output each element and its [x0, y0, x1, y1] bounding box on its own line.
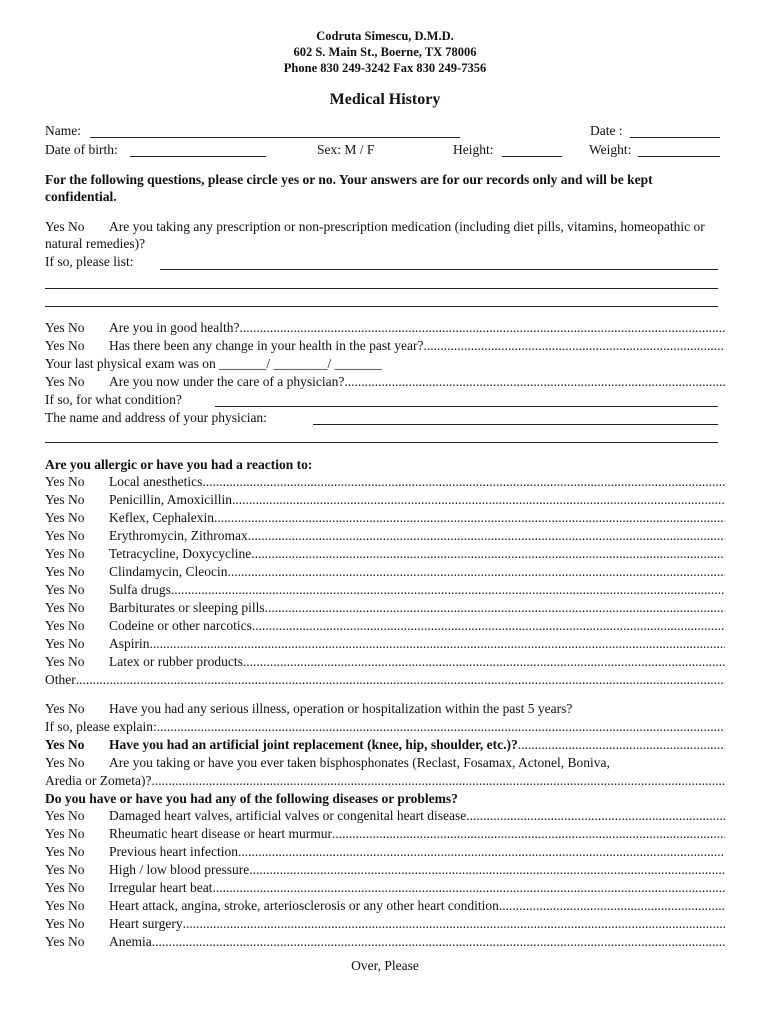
yes-no-choice[interactable]: Yes No: [45, 474, 85, 489]
diseases-heading: Do you have or have you had any of the following diseases or problems?: [45, 791, 458, 806]
allergy-row: Yes No Tetracycline, Doxycycline .....: [45, 546, 725, 562]
sex-field[interactable]: Sex: M / F: [317, 142, 375, 157]
name-field[interactable]: [90, 137, 460, 138]
bisphosphonates-row: Yes No Are you taking or have you ever taken bisphosphonates (Reclast, Fosamax, Actonel, Boniva,: [45, 755, 610, 770]
allergy-row: Yes No Latex or rubber products .....: [45, 654, 725, 670]
yes-no-choice[interactable]: Yes No: [45, 374, 85, 389]
yes-no-choice[interactable]: Yes No: [45, 737, 85, 752]
health-change-row: Yes No Has there been any change in your health in the past year? .....: [45, 338, 725, 354]
yes-no-choice[interactable]: Yes No: [45, 862, 85, 877]
dob-label: Date of birth:: [45, 142, 118, 157]
physician-label: The name and address of your physician:: [45, 410, 267, 425]
physician-field-line-2[interactable]: [45, 442, 718, 443]
yes-no-choice[interactable]: Yes No: [45, 510, 85, 525]
disease-row: Yes No Anemia .....: [45, 934, 725, 950]
bisphosphonates-row-cont: Aredia or Zometa)? .....: [45, 773, 725, 789]
disease-row: Yes No Previous heart infection .....: [45, 844, 725, 860]
yes-no-choice[interactable]: Yes No: [45, 320, 85, 335]
practice-address: 602 S. Main St., Boerne, TX 78006: [293, 45, 477, 59]
page-title: Medical History: [329, 91, 441, 108]
allergy-heading: Are you allergic or have you had a reaction to:: [45, 457, 313, 472]
disease-row: Yes No Rheumatic heart disease or heart murmur .....: [45, 826, 725, 842]
yes-no-choice[interactable]: Yes No: [45, 492, 85, 507]
yes-no-choice[interactable]: Yes No: [45, 844, 85, 859]
allergy-row: Yes No Erythromycin, Zithromax .....: [45, 528, 725, 544]
medication-list-line-3[interactable]: [45, 306, 718, 307]
practice-phone: Phone 830 249-3242 Fax 830 249-7356: [283, 61, 487, 75]
instructions: For the following questions, please circle yes or no. Your answers are for our records only and will be kept confidential.: [45, 172, 653, 204]
allergy-row: Yes No Clindamycin, Cleocin .....: [45, 564, 725, 580]
weight-field[interactable]: [638, 156, 720, 157]
date-field[interactable]: [630, 137, 720, 138]
footer-note: Over, Please: [351, 958, 419, 973]
name-label: Name:: [45, 123, 81, 138]
allergy-row: Yes No Penicillin, Amoxicillin .....: [45, 492, 725, 508]
yes-no-choice[interactable]: Yes No: [45, 528, 85, 543]
yes-no-choice[interactable]: Yes No: [45, 934, 85, 949]
yes-no-choice[interactable]: Yes No: [45, 219, 85, 234]
disease-row: Yes No Heart surgery .....: [45, 916, 725, 932]
good-health-row: Yes No Are you in good health? .....: [45, 320, 725, 336]
medication-list-field[interactable]: [160, 269, 718, 270]
yes-no-choice[interactable]: Yes No: [45, 338, 85, 353]
yes-no-choice[interactable]: Yes No: [45, 701, 85, 716]
height-field[interactable]: [502, 156, 562, 157]
yes-no-choice[interactable]: Yes No: [45, 600, 85, 615]
medication-text: Are you taking any prescription or non-prescription medication (including diet pills, vitamins, homeopathic or natural remedies)?: [45, 219, 705, 251]
allergy-row: Yes No Sulfa drugs .....: [45, 582, 725, 598]
allergy-row: Yes No Local anesthetics .....: [45, 474, 725, 490]
medication-list-line-2[interactable]: [45, 288, 718, 289]
yes-no-choice[interactable]: Yes No: [45, 808, 85, 823]
illness-row: Yes No Have you had any serious illness, operation or hospitalization within the past 5 years?: [45, 701, 573, 716]
yes-no-choice[interactable]: Yes No: [45, 654, 85, 669]
yes-no-choice[interactable]: Yes No: [45, 916, 85, 931]
yes-no-choice[interactable]: Yes No: [45, 755, 85, 770]
allergy-row: Yes No Aspirin .....: [45, 636, 725, 652]
weight-label: Weight:: [589, 142, 632, 157]
dob-field[interactable]: [130, 156, 266, 157]
date-label: Date :: [590, 123, 623, 138]
disease-row: Yes No Irregular heart beat .....: [45, 880, 725, 896]
medication-question: [45, 218, 725, 252]
joint-replacement-row: Yes No Have you had an artificial joint replacement (knee, hip, shoulder, etc.)? .....: [45, 737, 725, 753]
allergy-row: Yes No Codeine or other narcotics .....: [45, 618, 725, 634]
last-exam-field[interactable]: Your last physical exam was on _______/ ________/ _______: [45, 356, 382, 371]
yes-no-choice[interactable]: Yes No: [45, 564, 85, 579]
yes-no-choice[interactable]: Yes No: [45, 546, 85, 561]
yes-no-choice[interactable]: Yes No: [45, 898, 85, 913]
height-label: Height:: [453, 142, 494, 157]
yes-no-choice[interactable]: Yes No: [45, 618, 85, 633]
condition-field[interactable]: [215, 406, 718, 407]
illness-explain-row[interactable]: If so, please explain: .....: [45, 719, 725, 735]
physician-care-row: Yes No Are you now under the care of a physician? .....: [45, 374, 725, 390]
disease-row: Yes No Heart attack, angina, stroke, arteriosclerosis or any other heart condition .....: [45, 898, 725, 914]
disease-row: Yes No Damaged heart valves, artificial valves or congenital heart disease .....: [45, 808, 725, 824]
yes-no-choice[interactable]: Yes No: [45, 582, 85, 597]
allergy-row: Yes No Keflex, Cephalexin .....: [45, 510, 725, 526]
yes-no-choice[interactable]: Yes No: [45, 636, 85, 651]
yes-no-choice[interactable]: Yes No: [45, 880, 85, 895]
physician-field[interactable]: [313, 424, 718, 425]
allergy-row: Yes No Barbiturates or sleeping pills .....: [45, 600, 725, 616]
allergy-other-row[interactable]: Other .....: [45, 672, 725, 688]
disease-row: Yes No High / low blood pressure .....: [45, 862, 725, 878]
medication-list-label: If so, please list:: [45, 254, 134, 269]
practice-name: Codruta Simescu, D.M.D.: [316, 29, 454, 43]
yes-no-choice[interactable]: Yes No: [45, 826, 85, 841]
condition-label: If so, for what condition?: [45, 392, 182, 407]
